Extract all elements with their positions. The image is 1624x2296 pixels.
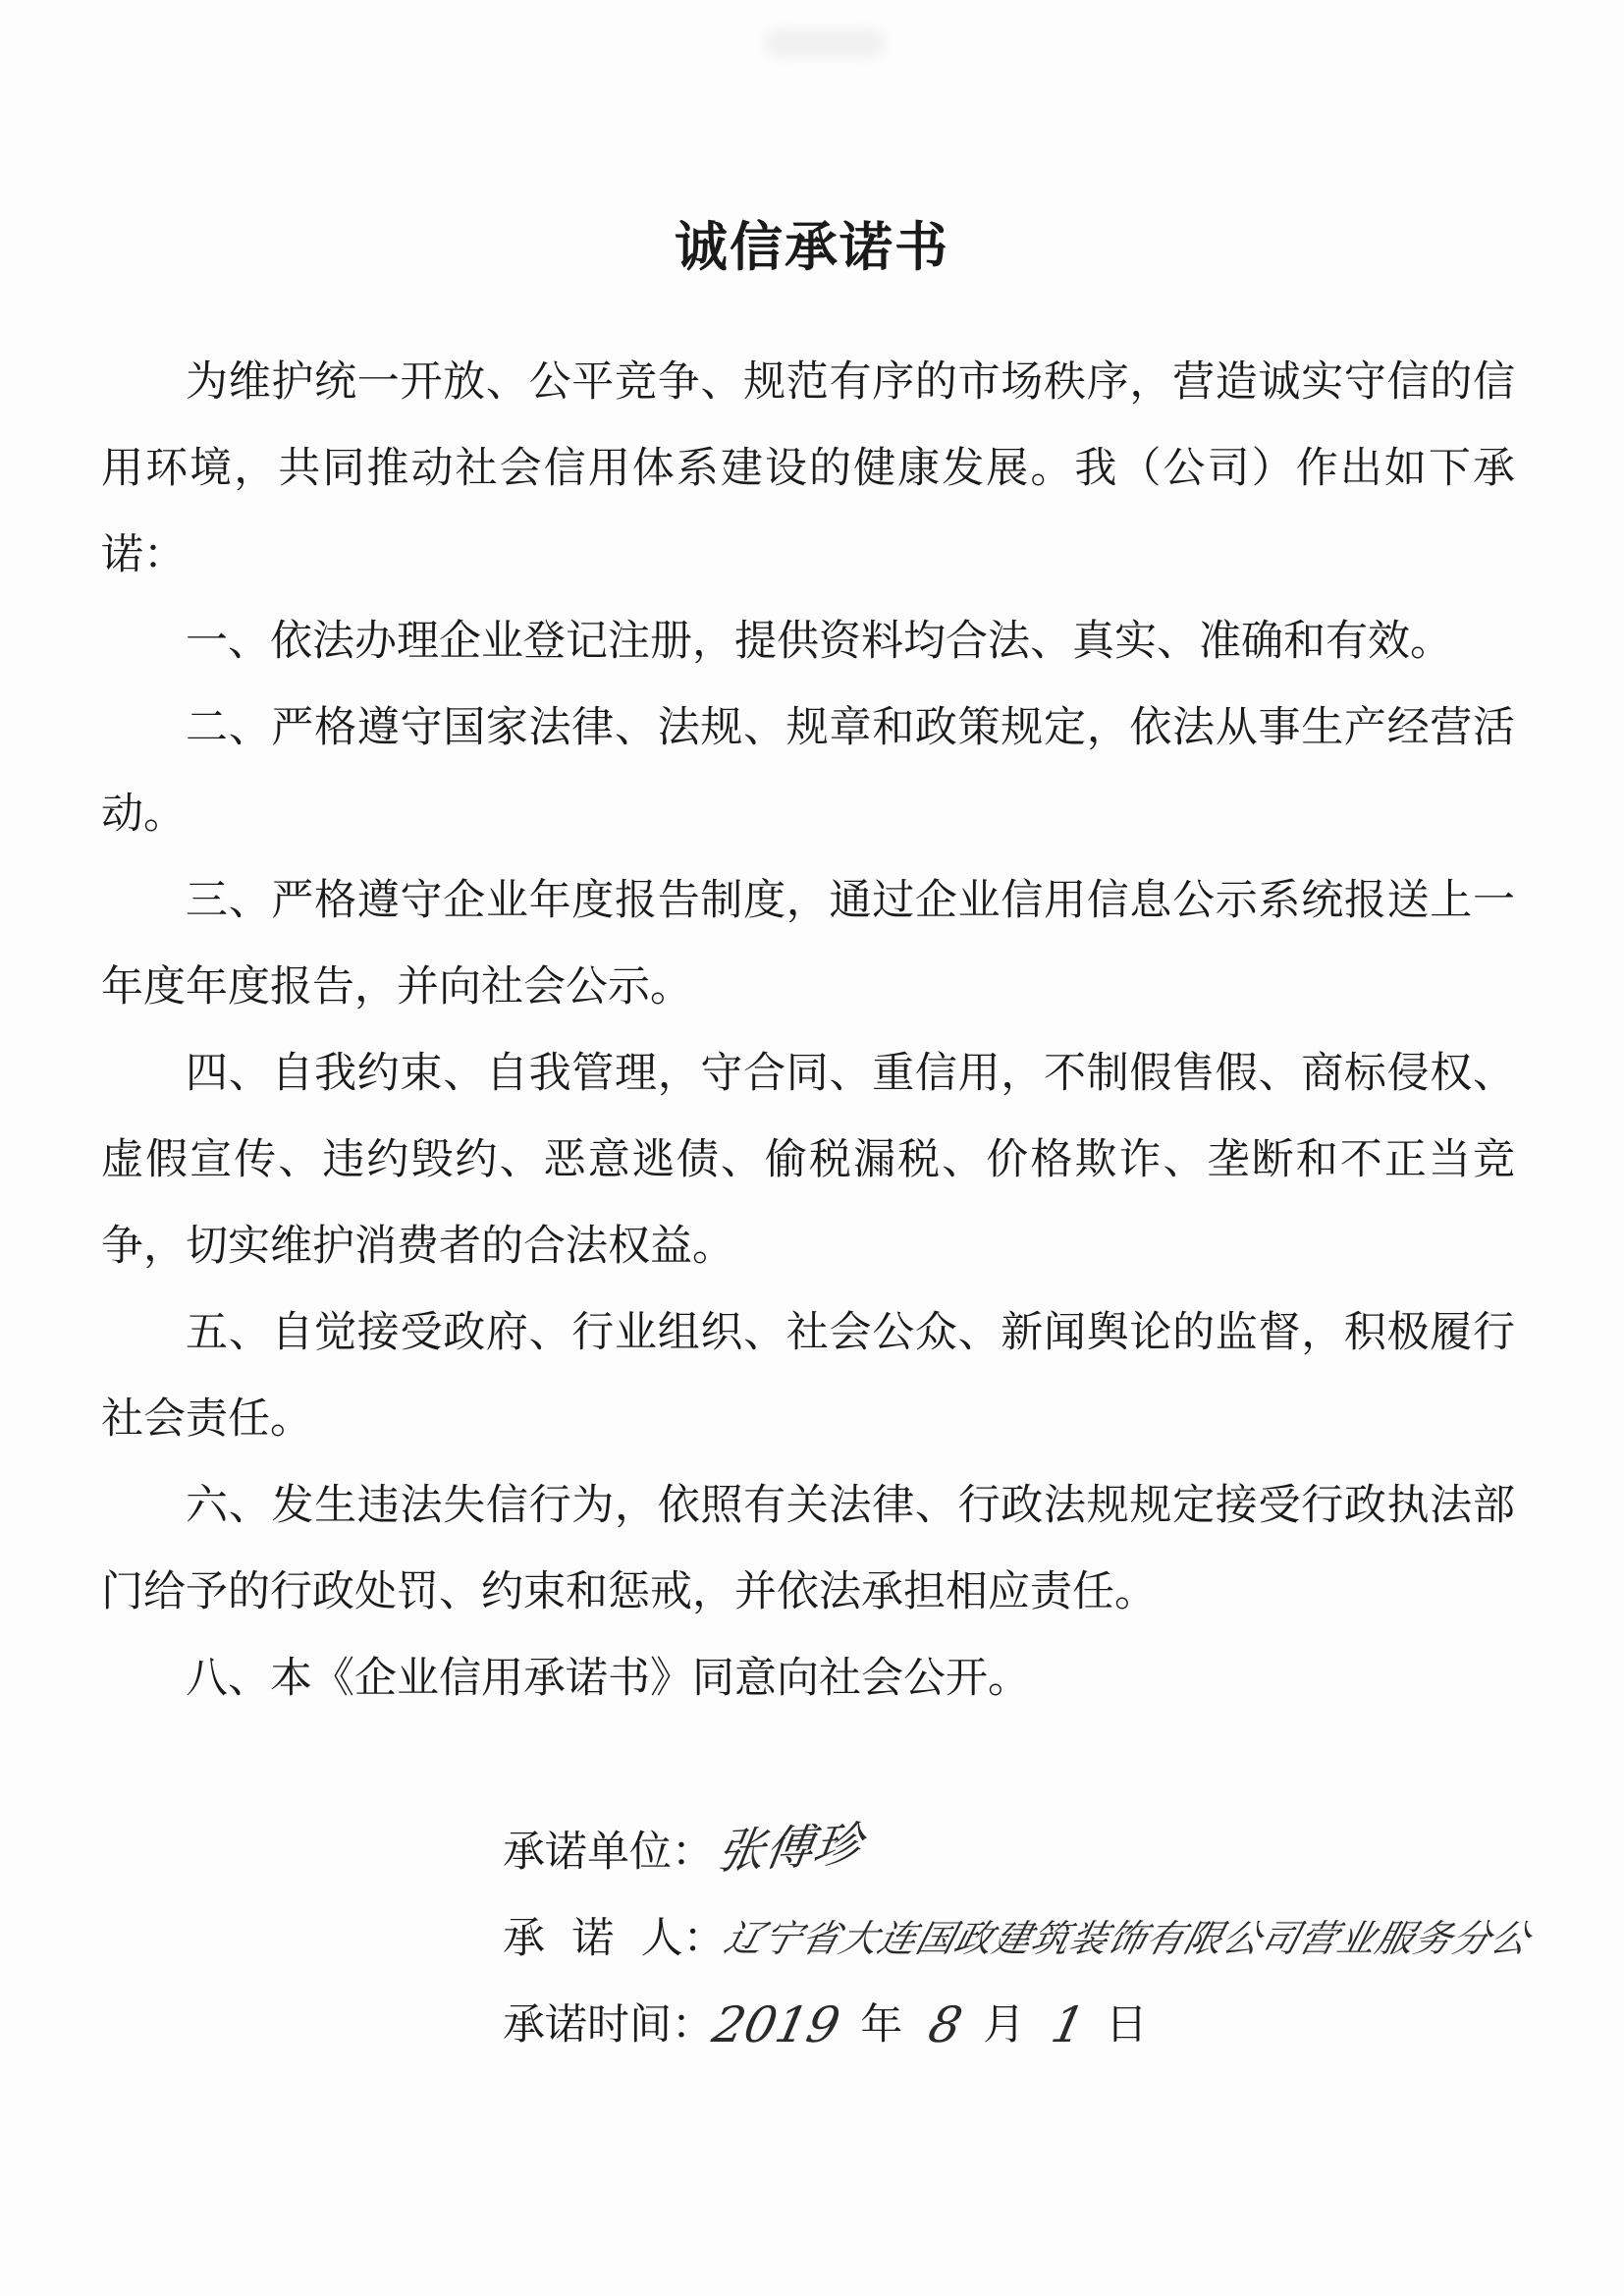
date-day-unit: 日 [1105, 2000, 1148, 2050]
signature-date-row [503, 1982, 1543, 2068]
clause-1: 一、依法办理企业登记注册，提供资料均合法、真实、准确和有效。 [186, 617, 1452, 666]
person-handwritten-signature: 辽宁省大连国政建筑装饰有限公司营业服务分公 [720, 1917, 1536, 1960]
date-year-unit: 年 [860, 2000, 903, 2050]
clause-8: 八、本《企业信用承诺书》同意向社会公开。 [186, 1654, 1030, 1703]
unit-label: 承诺单位： [503, 1828, 714, 1877]
signature-unit-row [503, 1809, 1543, 1895]
date-month-unit: 月 [983, 2000, 1026, 2050]
date-day-handwritten: 1 [1046, 1996, 1091, 2053]
clause-5: 五、自觉接受政府、行业组织、社会公众、新闻舆论的监督，积极履行社会责任。 [101, 1308, 1515, 1444]
signature-block [503, 1809, 1543, 2068]
intro-paragraph: 为维护统一开放、公平竞争、规范有序的市场秩序，营造诚实守信的信用环境，共同推动社会信用体系建设的健康发展。我（公司）作出如下承诺： [101, 357, 1515, 579]
document-title: 诚信承诺书 [675, 216, 949, 278]
clause-4: 四、自我约束、自我管理，守合同、重信用，不制假售假、商标侵权、虚假宣传、违约毁约、恶意逃债、偷税漏税、价格欺诈、垄断和不正当竞争，切实维护消费者的合法权益。 [101, 1049, 1515, 1271]
signature-person-row [503, 1895, 1543, 1982]
clause-3: 三、严格遵守企业年度报告制度，通过企业信用信息公示系统报送上一年度年度报告，并向社会公示。 [101, 876, 1515, 1011]
document-body [101, 339, 1515, 1722]
date-year-handwritten: 2019 [707, 1996, 845, 2053]
clause-6: 六、发生违法失信行为，依照有关法律、行政法规规定接受行政执法部门给予的行政处罚、约束和惩戒，并依法承担相应责任。 [101, 1481, 1515, 1616]
scan-artifact [766, 29, 884, 57]
clause-2: 二、严格遵守国家法律、法规、规章和政策规定，依法从事生产经营活动。 [101, 703, 1515, 839]
date-month-handwritten: 8 [924, 1996, 968, 2053]
unit-handwritten-signature: 张傅珍 [713, 1817, 867, 1881]
person-label: 承 诺 人： [503, 1914, 726, 1963]
date-label: 承诺时间： [503, 2000, 714, 2050]
